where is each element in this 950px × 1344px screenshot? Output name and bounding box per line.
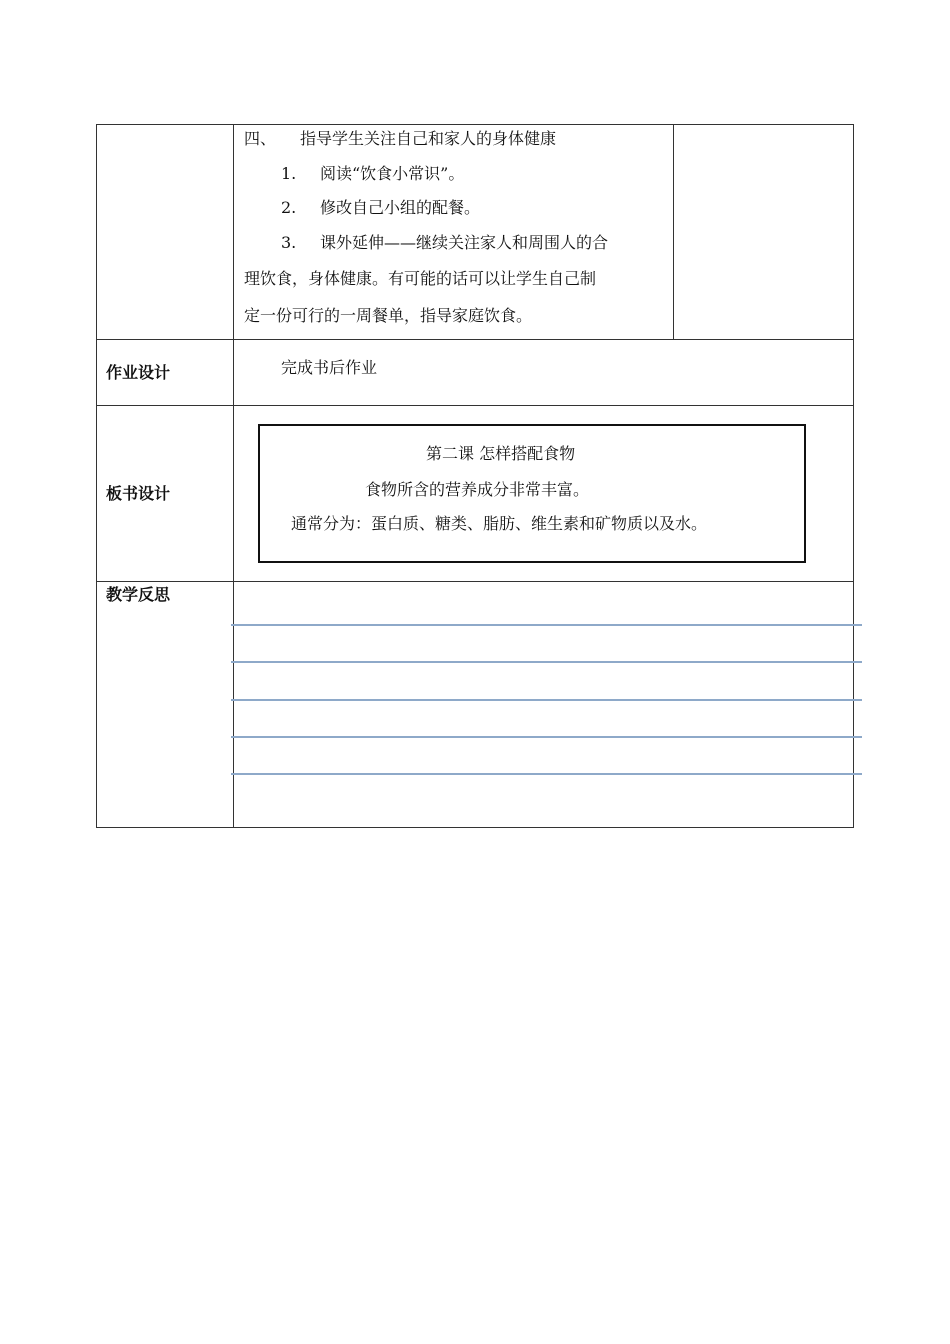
board-line-1: 食物所含的营养成分非常丰富。: [365, 480, 590, 499]
writing-line: [231, 773, 862, 775]
column-divider-label: [233, 124, 234, 828]
board-design-label: 板书设计: [106, 484, 171, 503]
item-3-continuation-2: 定一份可行的一周餐单，指导家庭饮食。: [244, 306, 533, 325]
row-divider-board: [96, 405, 854, 406]
item-3-number: 3.: [281, 233, 297, 252]
board-line-2: 通常分为：蛋白质、糖类、脂肪、维生素和矿物质以及水。: [291, 514, 708, 533]
table-border-left: [96, 124, 97, 828]
writing-line: [231, 624, 862, 626]
item-3-text: 课外延伸——继续关注家人和周围人的合: [320, 233, 609, 252]
item-2-text: 修改自己小组的配餐。: [320, 198, 481, 217]
reflection-label: 教学反思: [106, 585, 171, 604]
board-frame: [258, 424, 806, 563]
homework-content: 完成书后作业: [281, 358, 378, 377]
row-divider-homework: [96, 339, 854, 340]
step-heading-number: 四、: [244, 129, 277, 148]
writing-line: [231, 736, 862, 738]
homework-label: 作业设计: [106, 363, 171, 382]
writing-line: [231, 661, 862, 663]
table-border-top: [96, 124, 854, 125]
item-2-number: 2.: [281, 198, 297, 217]
item-1-text: 阅读“饮食小常识”。: [320, 164, 465, 183]
item-3-continuation-1: 理饮食，身体健康。有可能的话可以让学生自己制: [244, 269, 597, 288]
step-heading-text: 指导学生关注自己和家人的身体健康: [300, 129, 557, 148]
row-divider-reflection: [96, 581, 854, 582]
board-title: 第二课 怎样搭配食物: [426, 444, 576, 463]
table-border-right: [853, 124, 854, 828]
item-1-number: 1.: [281, 164, 297, 183]
writing-line: [231, 699, 862, 701]
column-divider-notes: [673, 124, 674, 339]
table-border-bottom: [96, 827, 854, 828]
